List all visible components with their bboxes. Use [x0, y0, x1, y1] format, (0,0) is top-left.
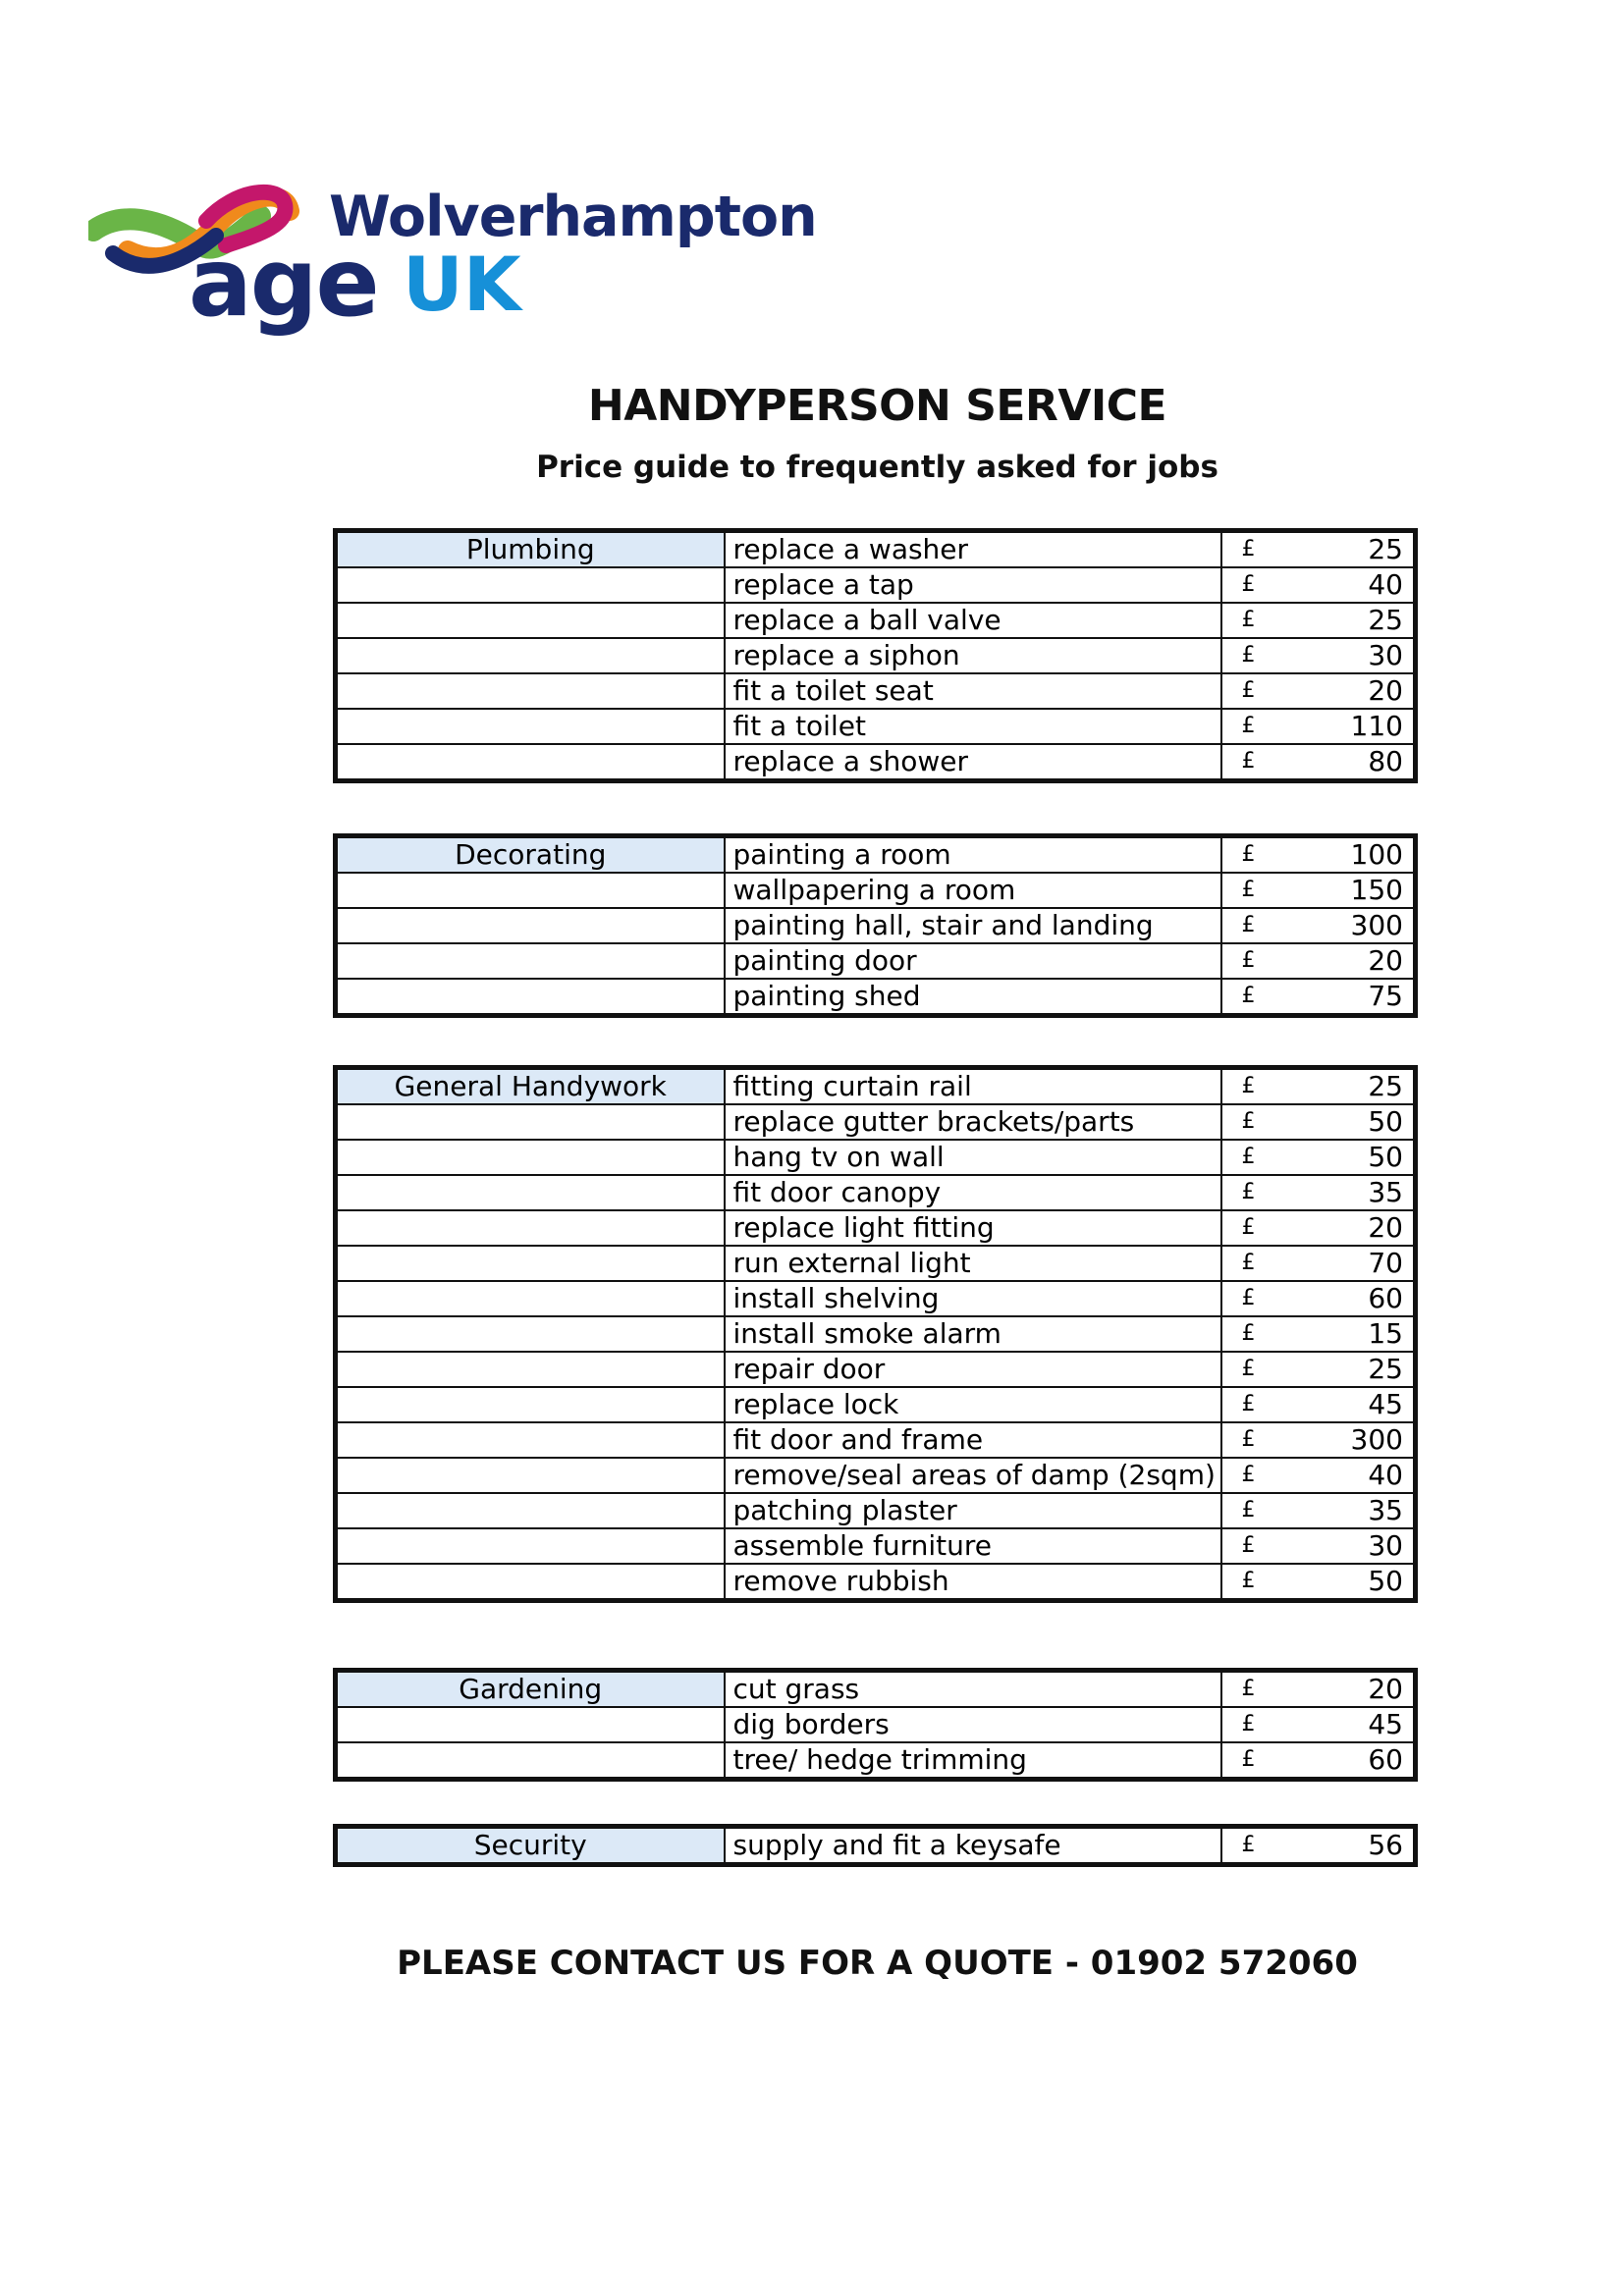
category-cell-empty [336, 1707, 725, 1742]
page-subtitle: Price guide to frequently asked for jobs [536, 450, 1218, 485]
currency-symbol: £ [1241, 749, 1256, 774]
job-description: remove rubbish [725, 1564, 1221, 1601]
price-amount: 50 [1368, 1141, 1403, 1173]
price-amount: 60 [1368, 1282, 1403, 1314]
currency-symbol: £ [1241, 1145, 1256, 1169]
currency-symbol: £ [1241, 1677, 1256, 1701]
table-row [336, 943, 1416, 979]
currency-symbol: £ [1241, 572, 1256, 597]
price-cell [1221, 1210, 1416, 1246]
price-amount: 30 [1368, 639, 1403, 671]
job-description: cut grass [725, 1671, 1221, 1708]
price-cell [1221, 1281, 1416, 1316]
currency-symbol: £ [1241, 678, 1256, 703]
currency-symbol: £ [1241, 1180, 1256, 1204]
currency-symbol: £ [1241, 1533, 1256, 1558]
price-cell [1221, 603, 1416, 638]
currency-symbol: £ [1241, 1286, 1256, 1310]
price-cell [1221, 1246, 1416, 1281]
price-cell [1221, 1104, 1416, 1140]
table-row [336, 873, 1416, 908]
category-label: Plumbing [336, 531, 725, 568]
price-amount: 40 [1368, 1459, 1403, 1491]
price-cell [1221, 1316, 1416, 1352]
price-cell [1221, 1458, 1416, 1493]
price-cell [1221, 1068, 1416, 1105]
category-cell-empty [336, 1104, 725, 1140]
job-description: patching plaster [725, 1493, 1221, 1528]
page-title: HANDYPERSON SERVICE [587, 381, 1167, 431]
price-cell [1221, 1422, 1416, 1458]
logo-uk-text: UK [403, 240, 521, 328]
table-row [336, 709, 1416, 744]
price-amount: 300 [1350, 1423, 1403, 1456]
job-description: install shelving [725, 1281, 1221, 1316]
category-cell-empty [336, 1210, 725, 1246]
job-description: fit door and frame [725, 1422, 1221, 1458]
table-row [336, 836, 1416, 874]
table-row [336, 1068, 1416, 1105]
price-cell [1221, 836, 1416, 874]
category-cell-empty [336, 638, 725, 673]
table-row [336, 567, 1416, 603]
table-row [336, 1422, 1416, 1458]
age-uk-logo [88, 177, 817, 344]
table-row [336, 1387, 1416, 1422]
price-cell [1221, 1564, 1416, 1601]
currency-symbol: £ [1241, 1074, 1256, 1098]
category-cell-empty [336, 1422, 725, 1458]
currency-symbol: £ [1241, 714, 1256, 738]
price-table-plumbing [333, 528, 1418, 783]
price-amount: 30 [1368, 1529, 1403, 1562]
currency-symbol: £ [1241, 878, 1256, 902]
price-amount: 15 [1368, 1317, 1403, 1350]
job-description: fit door canopy [725, 1175, 1221, 1210]
price-amount: 50 [1368, 1105, 1403, 1138]
table-row [336, 1246, 1416, 1281]
price-cell [1221, 979, 1416, 1016]
table-row [336, 1742, 1416, 1780]
currency-symbol: £ [1241, 948, 1256, 973]
price-amount: 45 [1368, 1388, 1403, 1420]
category-cell-empty [336, 1458, 725, 1493]
price-amount: 60 [1368, 1743, 1403, 1776]
category-cell-empty [336, 1528, 725, 1564]
job-description: replace a shower [725, 744, 1221, 781]
price-cell [1221, 1493, 1416, 1528]
category-cell-empty [336, 1175, 725, 1210]
category-cell-empty [336, 1246, 725, 1281]
price-amount: 150 [1350, 874, 1403, 906]
job-description: replace lock [725, 1387, 1221, 1422]
currency-symbol: £ [1241, 1427, 1256, 1452]
category-cell-empty [336, 1742, 725, 1780]
price-amount: 300 [1350, 909, 1403, 941]
table-row [336, 1707, 1416, 1742]
price-cell [1221, 744, 1416, 781]
price-cell [1221, 638, 1416, 673]
job-description: run external light [725, 1246, 1221, 1281]
price-table-general-handywork [333, 1065, 1418, 1603]
price-amount: 25 [1368, 1353, 1403, 1385]
currency-symbol: £ [1241, 1392, 1256, 1416]
currency-symbol: £ [1241, 1833, 1256, 1857]
currency-symbol: £ [1241, 608, 1256, 632]
currency-symbol: £ [1241, 842, 1256, 867]
table-row [336, 1140, 1416, 1175]
price-amount: 20 [1368, 1673, 1403, 1705]
category-cell-empty [336, 1140, 725, 1175]
table-row [336, 1528, 1416, 1564]
price-table-security [333, 1824, 1418, 1867]
job-description: fitting curtain rail [725, 1068, 1221, 1105]
category-cell-empty [336, 1387, 725, 1422]
category-cell-empty [336, 567, 725, 603]
logo-org-name: Wolverhampton [329, 185, 817, 249]
category-cell-empty [336, 603, 725, 638]
price-cell [1221, 1742, 1416, 1780]
price-cell [1221, 1387, 1416, 1422]
category-cell-empty [336, 1352, 725, 1387]
job-description: replace a washer [725, 531, 1221, 568]
table-row [336, 1827, 1416, 1865]
price-amount: 25 [1368, 604, 1403, 636]
price-cell [1221, 1671, 1416, 1708]
price-cell [1221, 673, 1416, 709]
job-description: replace a tap [725, 567, 1221, 603]
job-description: install smoke alarm [725, 1316, 1221, 1352]
job-description: painting shed [725, 979, 1221, 1016]
price-amount: 50 [1368, 1565, 1403, 1597]
price-amount: 25 [1368, 533, 1403, 565]
table-row [336, 531, 1416, 568]
price-amount: 70 [1368, 1247, 1403, 1279]
job-description: painting a room [725, 836, 1221, 874]
table-row [336, 1281, 1416, 1316]
job-description: painting door [725, 943, 1221, 979]
job-description: hang tv on wall [725, 1140, 1221, 1175]
contact-line: PLEASE CONTACT US FOR A QUOTE - 01902 572060 [397, 1944, 1358, 1983]
currency-symbol: £ [1241, 1712, 1256, 1736]
job-description: fit a toilet seat [725, 673, 1221, 709]
table-row [336, 1316, 1416, 1352]
currency-symbol: £ [1241, 1747, 1256, 1772]
currency-symbol: £ [1241, 643, 1256, 667]
table-row [336, 1671, 1416, 1708]
category-cell-empty [336, 873, 725, 908]
table-row [336, 1352, 1416, 1387]
table-row [336, 603, 1416, 638]
job-description: repair door [725, 1352, 1221, 1387]
category-cell-empty [336, 1281, 725, 1316]
category-cell-empty [336, 744, 725, 781]
job-description: fit a toilet [725, 709, 1221, 744]
table-row [336, 1210, 1416, 1246]
price-cell [1221, 567, 1416, 603]
table-row [336, 1458, 1416, 1493]
category-cell-empty [336, 1316, 725, 1352]
job-description: dig borders [725, 1707, 1221, 1742]
price-amount: 110 [1350, 710, 1403, 742]
price-cell [1221, 1827, 1416, 1865]
job-description: replace a ball valve [725, 603, 1221, 638]
currency-symbol: £ [1241, 1357, 1256, 1381]
job-description: supply and fit a keysafe [725, 1827, 1221, 1865]
table-row [336, 1493, 1416, 1528]
price-cell [1221, 1528, 1416, 1564]
job-description: remove/seal areas of damp (2sqm) [725, 1458, 1221, 1493]
category-label: Security [336, 1827, 725, 1865]
category-cell-empty [336, 709, 725, 744]
price-cell [1221, 908, 1416, 943]
price-amount: 56 [1368, 1829, 1403, 1861]
category-cell-empty [336, 979, 725, 1016]
currency-symbol: £ [1241, 913, 1256, 937]
job-description: tree/ hedge trimming [725, 1742, 1221, 1780]
category-label: General Handywork [336, 1068, 725, 1105]
currency-symbol: £ [1241, 984, 1256, 1008]
table-row [336, 979, 1416, 1016]
price-amount: 75 [1368, 980, 1403, 1012]
price-cell [1221, 1352, 1416, 1387]
price-amount: 25 [1368, 1070, 1403, 1102]
logo-age-text: age [189, 228, 378, 338]
job-description: replace light fitting [725, 1210, 1221, 1246]
table-row [336, 908, 1416, 943]
price-amount: 45 [1368, 1708, 1403, 1740]
table-row [336, 1564, 1416, 1601]
table-row [336, 1104, 1416, 1140]
currency-symbol: £ [1241, 1109, 1256, 1134]
price-cell [1221, 943, 1416, 979]
job-description: wallpapering a room [725, 873, 1221, 908]
category-cell-empty [336, 943, 725, 979]
job-description: replace gutter brackets/parts [725, 1104, 1221, 1140]
category-cell-empty [336, 673, 725, 709]
price-amount: 20 [1368, 674, 1403, 707]
table-row [336, 1175, 1416, 1210]
category-label: Decorating [336, 836, 725, 874]
price-amount: 40 [1368, 568, 1403, 601]
table-row [336, 744, 1416, 781]
category-cell-empty [336, 908, 725, 943]
currency-symbol: £ [1241, 1321, 1256, 1346]
price-cell [1221, 709, 1416, 744]
currency-symbol: £ [1241, 1498, 1256, 1522]
currency-symbol: £ [1241, 1569, 1256, 1593]
currency-symbol: £ [1241, 1463, 1256, 1487]
currency-symbol: £ [1241, 1251, 1256, 1275]
price-table-gardening [333, 1668, 1418, 1782]
price-amount: 20 [1368, 944, 1403, 977]
job-description: painting hall, stair and landing [725, 908, 1221, 943]
table-row [336, 673, 1416, 709]
job-description: assemble furniture [725, 1528, 1221, 1564]
category-cell-empty [336, 1493, 725, 1528]
price-amount: 35 [1368, 1176, 1403, 1208]
price-cell [1221, 873, 1416, 908]
price-amount: 80 [1368, 745, 1403, 777]
price-cell [1221, 1175, 1416, 1210]
job-description: replace a siphon [725, 638, 1221, 673]
price-amount: 20 [1368, 1211, 1403, 1244]
category-label: Gardening [336, 1671, 725, 1708]
price-table-decorating [333, 833, 1418, 1018]
category-cell-empty [336, 1564, 725, 1601]
table-row [336, 638, 1416, 673]
price-cell [1221, 531, 1416, 568]
price-cell [1221, 1140, 1416, 1175]
price-amount: 35 [1368, 1494, 1403, 1526]
currency-symbol: £ [1241, 1215, 1256, 1240]
currency-symbol: £ [1241, 537, 1256, 561]
price-amount: 100 [1350, 838, 1403, 871]
price-cell [1221, 1707, 1416, 1742]
